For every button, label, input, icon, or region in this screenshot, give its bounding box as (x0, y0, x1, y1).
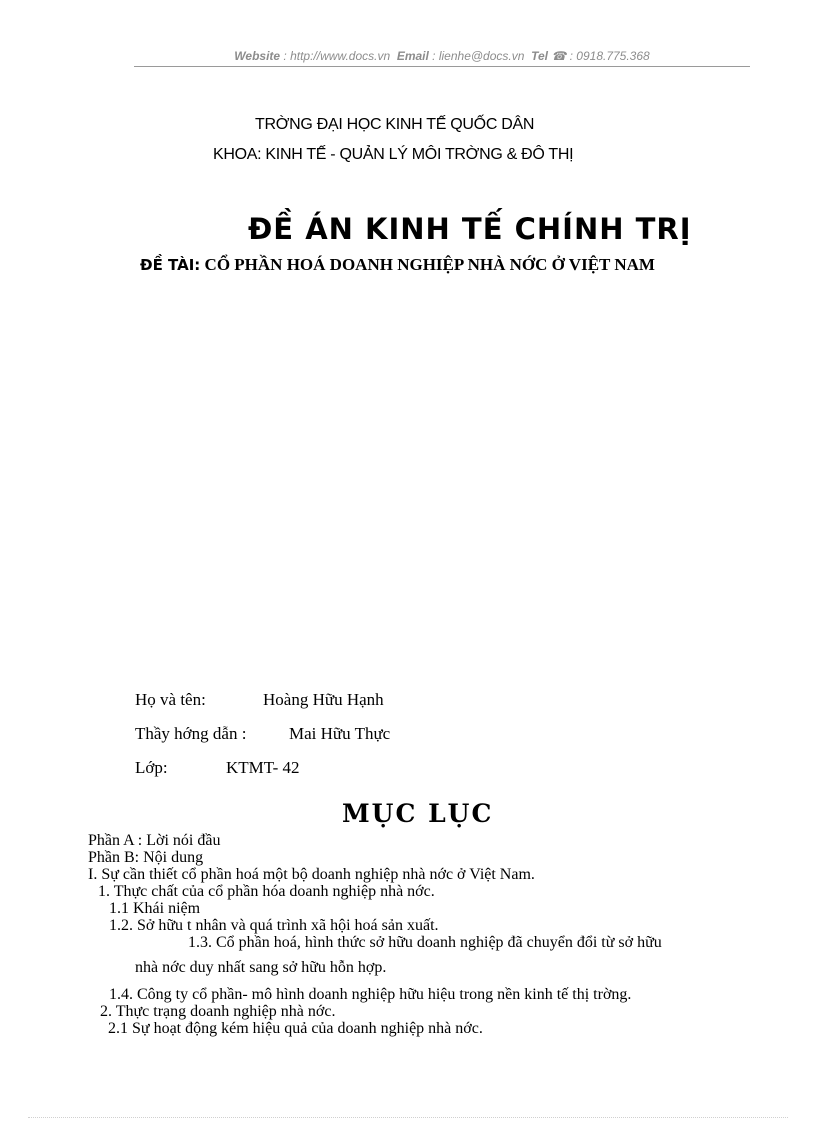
advisor-label: Thầy hớng dẫn : (135, 724, 247, 743)
toc-title: MỤC LỤC (342, 799, 494, 828)
class-value: KTMT- 42 (226, 758, 300, 777)
toc-item: 2.1 Sự hoạt động kém hiệu quả của doanh nghiệp nhà nớc. (108, 1020, 483, 1037)
name-label: Họ và tên: (135, 690, 206, 709)
toc-item: Phần A : Lời nói đầu (88, 832, 221, 849)
toc-item: nhà nớc duy nhất sang sở hữu hỗn hợp. (135, 959, 387, 976)
email-label: Email (396, 49, 429, 63)
email-value: : lienhe@docs.vn (432, 49, 525, 63)
toc-item: 2. Thực trạng doanh nghiệp nhà nớc. (100, 1003, 336, 1020)
topic-line (140, 255, 655, 275)
website-label: Website (234, 49, 281, 63)
toc-item: 1. Thực chất của cổ phần hóa doanh nghiệp nhà nớc. (98, 883, 435, 900)
toc-item: I. Sự cần thiết cổ phần hoá một bộ doanh nghiệp nhà nớc ở Việt Nam. (88, 866, 535, 883)
school-name: TRỜNG ĐẠI HỌC KINH TẾ QUỐC DÂN (255, 116, 535, 133)
class-label: Lớp: (135, 758, 168, 777)
toc-item: 1.4. Công ty cổ phần- mô hình doanh nghiệp hữu hiệu trong nền kinh tế thị trờng. (109, 986, 632, 1003)
toc-item: 1.1 Khái niệm (109, 900, 201, 917)
topic-text: CỔ PHẦN HOÁ DOANH NGHIỆP NHÀ NỚC Ở VIỆT NAM (204, 255, 655, 274)
phone-icon: ☎ (551, 49, 567, 63)
page-header (134, 46, 750, 67)
toc-item: Phần B: Nội dung (88, 849, 204, 866)
website-value: : http://www.docs.vn (283, 49, 391, 63)
advisor-value: Mai Hữu Thực (289, 724, 391, 743)
tel-label: Tel (531, 49, 548, 63)
footer-divider (28, 1117, 788, 1118)
toc-item: 1.2. Sở hữu t nhân và quá trình xã hội hoá sản xuất. (109, 917, 439, 934)
document-title: ĐỀ ÁN KINH TẾ CHÍNH TRỊ (248, 212, 692, 246)
faculty-name: KHOA: KINH TẾ - QUẢN LÝ MÔI TRỜNG & ĐÔ THỊ (213, 146, 574, 163)
toc-item: 1.3. Cổ phần hoá, hình thức sở hữu doanh nghiệp đã chuyển đổi từ sở hữu (188, 934, 662, 951)
tel-value: : 0918.775.368 (569, 49, 650, 63)
topic-prefix: ĐỀ TÀI: (140, 256, 201, 274)
name-value: Hoàng Hữu Hạnh (263, 690, 384, 709)
